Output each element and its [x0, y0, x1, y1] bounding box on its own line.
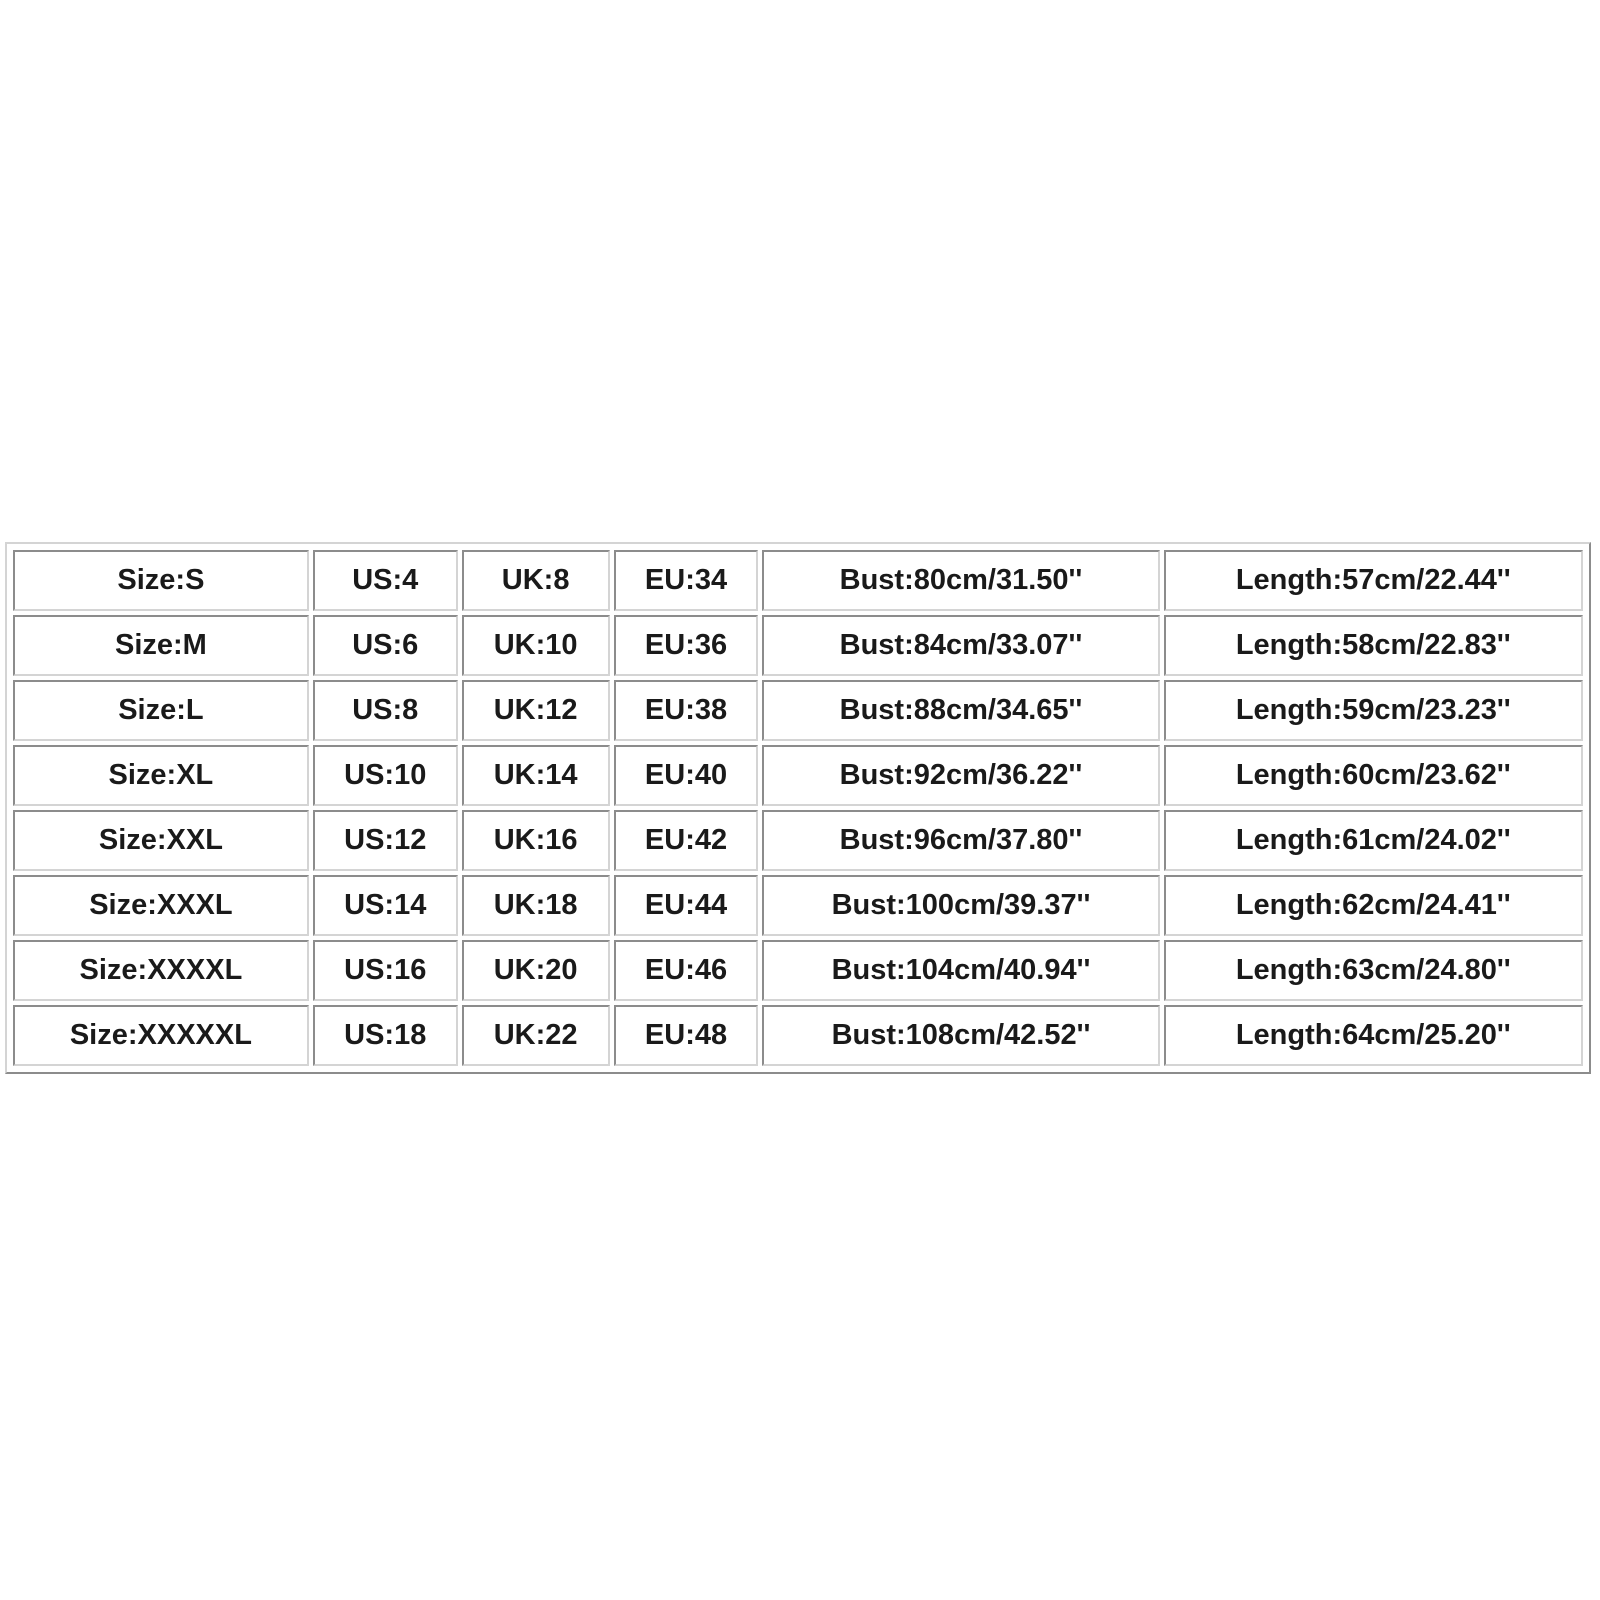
bust-cell: Bust:80cm/31.50'': [762, 550, 1159, 611]
length-cell: Length:57cm/22.44'': [1164, 550, 1583, 611]
bust-cell: Bust:92cm/36.22'': [762, 745, 1159, 806]
uk-size-cell: UK:16: [462, 810, 610, 871]
size-cell: Size:S: [13, 550, 309, 611]
size-cell: Size:XXL: [13, 810, 309, 871]
bust-cell: Bust:96cm/37.80'': [762, 810, 1159, 871]
us-size-cell: US:6: [313, 615, 458, 676]
table-row: [13, 940, 1583, 1001]
bust-cell: Bust:108cm/42.52'': [762, 1005, 1159, 1066]
bust-cell: Bust:88cm/34.65'': [762, 680, 1159, 741]
table-row: [13, 745, 1583, 806]
table-row: [13, 550, 1583, 611]
length-cell: Length:62cm/24.41'': [1164, 875, 1583, 936]
bust-cell: Bust:84cm/33.07'': [762, 615, 1159, 676]
eu-size-cell: EU:42: [614, 810, 759, 871]
eu-size-cell: EU:38: [614, 680, 759, 741]
us-size-cell: US:12: [313, 810, 458, 871]
length-cell: Length:59cm/23.23'': [1164, 680, 1583, 741]
us-size-cell: US:4: [313, 550, 458, 611]
table-row: [13, 1005, 1583, 1066]
length-cell: Length:64cm/25.20'': [1164, 1005, 1583, 1066]
table-row: [13, 680, 1583, 741]
length-cell: Length:60cm/23.62'': [1164, 745, 1583, 806]
us-size-cell: US:10: [313, 745, 458, 806]
us-size-cell: US:8: [313, 680, 458, 741]
eu-size-cell: EU:36: [614, 615, 759, 676]
uk-size-cell: UK:18: [462, 875, 610, 936]
us-size-cell: US:16: [313, 940, 458, 1001]
size-cell: Size:L: [13, 680, 309, 741]
size-cell: Size:XXXXXL: [13, 1005, 309, 1066]
length-cell: Length:61cm/24.02'': [1164, 810, 1583, 871]
size-chart-table: [5, 542, 1591, 1074]
eu-size-cell: EU:46: [614, 940, 759, 1001]
uk-size-cell: UK:20: [462, 940, 610, 1001]
uk-size-cell: UK:12: [462, 680, 610, 741]
table-row: [13, 810, 1583, 871]
bust-cell: Bust:100cm/39.37'': [762, 875, 1159, 936]
table-row: [13, 875, 1583, 936]
length-cell: Length:58cm/22.83'': [1164, 615, 1583, 676]
us-size-cell: US:18: [313, 1005, 458, 1066]
eu-size-cell: EU:44: [614, 875, 759, 936]
size-cell: Size:M: [13, 615, 309, 676]
bust-cell: Bust:104cm/40.94'': [762, 940, 1159, 1001]
size-cell: Size:XL: [13, 745, 309, 806]
uk-size-cell: UK:8: [462, 550, 610, 611]
eu-size-cell: EU:40: [614, 745, 759, 806]
size-cell: Size:XXXXL: [13, 940, 309, 1001]
size-cell: Size:XXXL: [13, 875, 309, 936]
eu-size-cell: EU:34: [614, 550, 759, 611]
eu-size-cell: EU:48: [614, 1005, 759, 1066]
size-table: [9, 546, 1587, 1070]
uk-size-cell: UK:14: [462, 745, 610, 806]
length-cell: Length:63cm/24.80'': [1164, 940, 1583, 1001]
uk-size-cell: UK:22: [462, 1005, 610, 1066]
table-row: [13, 615, 1583, 676]
us-size-cell: US:14: [313, 875, 458, 936]
uk-size-cell: UK:10: [462, 615, 610, 676]
